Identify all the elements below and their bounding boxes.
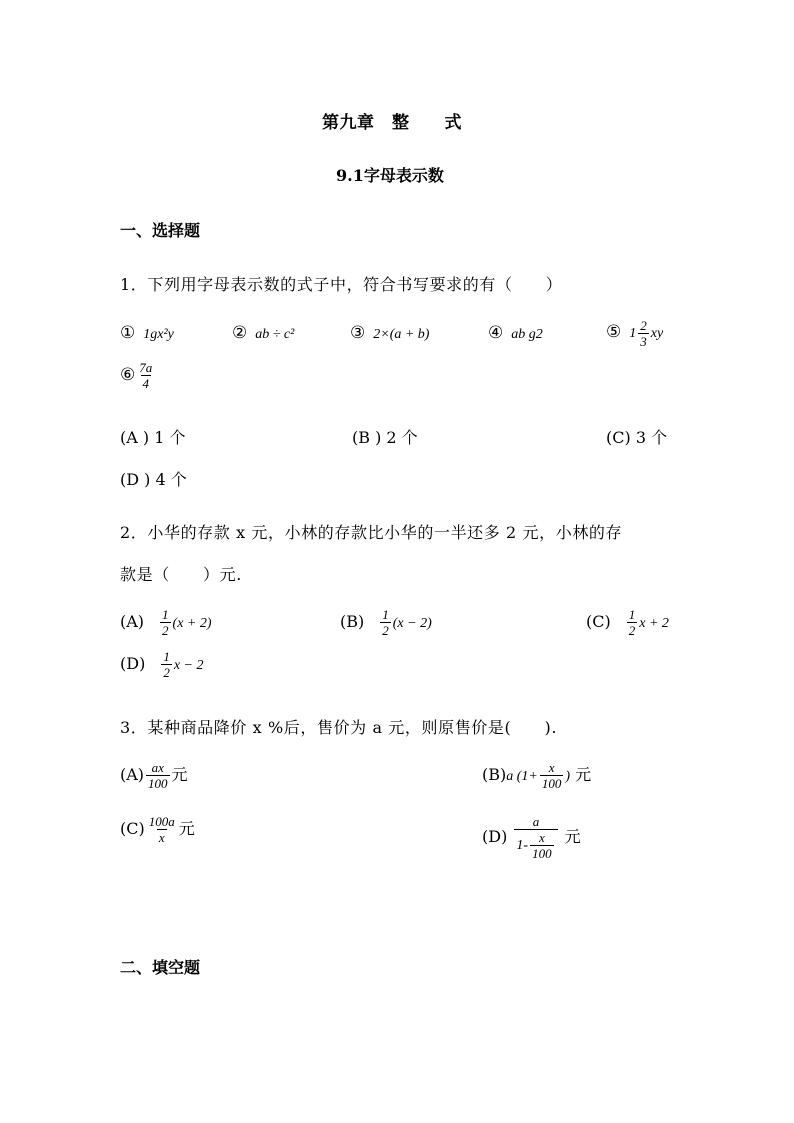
q1-option-d[interactable]: (D ) 4 个 (120, 470, 187, 489)
question-2-stem-line1: 2．小华的存款 x 元，小林的存款比小华的一半还多 2 元，小林的存 (120, 523, 623, 542)
part1-heading: 一、选择题 (120, 221, 201, 240)
q1-item-6: ⑥ $\frac{7a}{4}$ (120, 360, 153, 391)
q1-option-c[interactable]: (C) 3 个 (606, 428, 668, 447)
q3-option-c[interactable]: (C) $\frac{100a}{x}$ 元 (120, 814, 195, 845)
part2-heading: 二、填空题 (120, 958, 201, 977)
q1-item-1: ① 1gx²y (120, 323, 174, 343)
section-title: 9.1字母表示数 (336, 166, 444, 185)
q1-item-4: ④ ab g2 (488, 323, 543, 343)
q1-option-a[interactable]: (A ) 1 个 (120, 428, 186, 447)
q1-item-5: ⑤ 1 $\frac{2}{3}$ xy (606, 318, 664, 349)
q3-option-b[interactable]: (B)a (1+ $\frac{x}{100}$ ) 元 (482, 760, 592, 791)
q1-option-b[interactable]: (B ) 2 个 (352, 428, 418, 447)
question-2-stem-line2: 款是（ ）元. (120, 565, 242, 584)
q2-option-b[interactable]: (B) $\frac{1}{2}$ (x − 2) (340, 607, 432, 638)
q1-item-2: ② ab ÷ c² (232, 323, 295, 343)
question-3-stem: 3．某种商品降价 x %后，售价为 a 元，则原售价是( ). (120, 718, 558, 737)
q1-item-3: ③ 2×(a + b) (350, 323, 430, 343)
chapter-title: 第九章 整 式 (322, 113, 462, 133)
q2-option-c[interactable]: (C) $\frac{1}{2}$ x + 2 (586, 607, 669, 638)
q3-option-a[interactable]: (A) $\frac{ax}{100}$ 元 (120, 760, 188, 791)
q2-option-d[interactable]: (D) $\frac{1}{2}$ x − 2 (120, 649, 204, 680)
q2-option-a[interactable]: (A) $\frac{1}{2}$ (x + 2) (120, 607, 212, 638)
question-1-stem: 1．下列用字母表示数的式子中，符合书写要求的有（ ） (120, 275, 563, 294)
q3-option-d[interactable]: (D) a 1- $\frac{x}{100}$ 元 (482, 814, 581, 861)
